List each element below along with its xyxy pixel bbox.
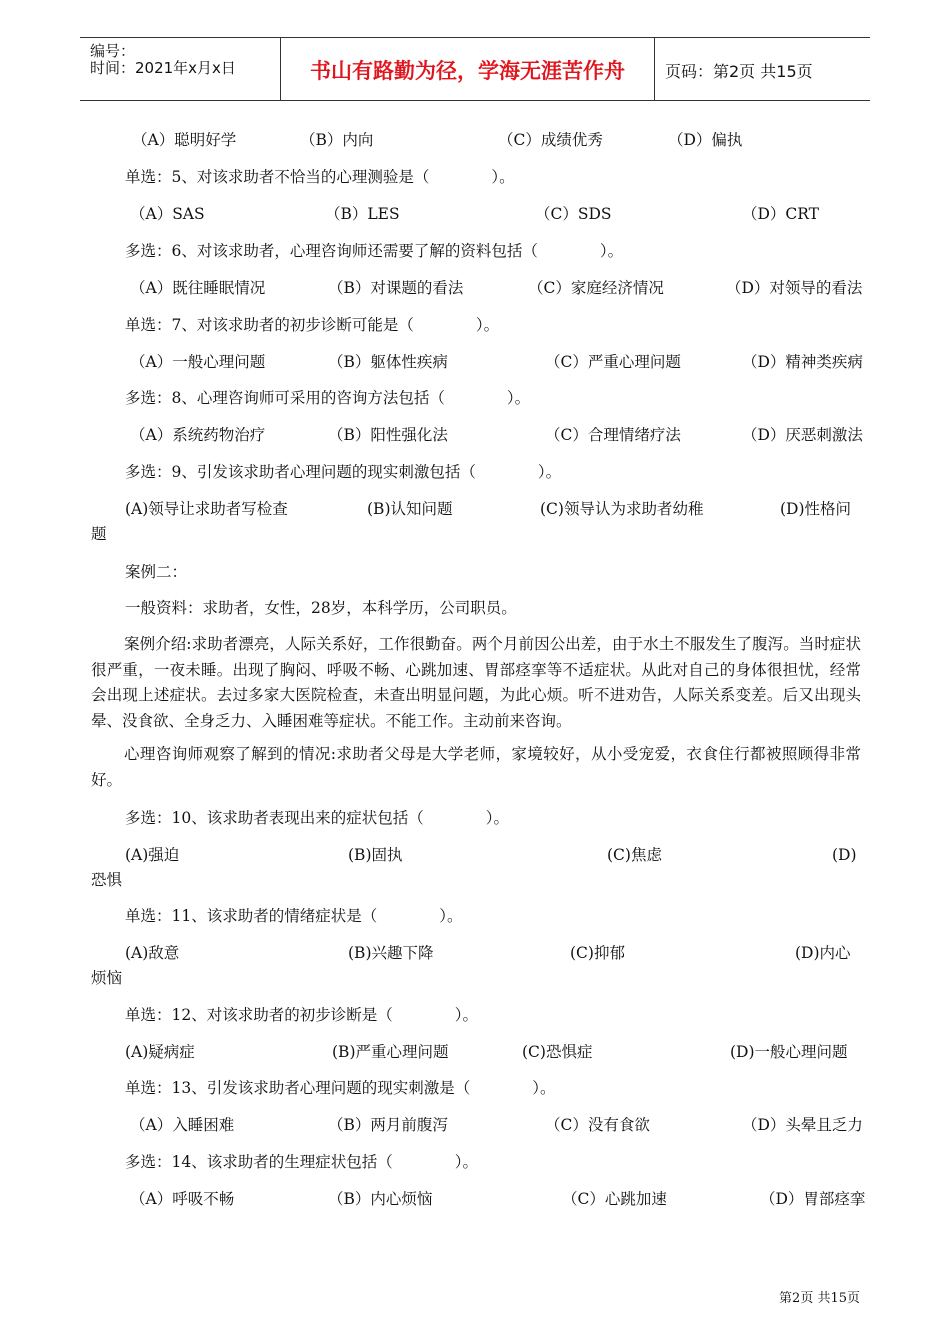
question-text: 单选：12、对该求助者的初步诊断是（ ）。 (125, 1006, 478, 1024)
answer-option: （D）头晕且乏力 (742, 1116, 863, 1134)
answer-option: （C）心跳加速 (562, 1190, 667, 1208)
answer-option: （B）两月前腹泻 (328, 1116, 448, 1134)
answer-option: (A)领导让求助者写检查 (125, 500, 288, 518)
answer-option: (D)一般心理问题 (730, 1043, 848, 1061)
question-text: 单选：5、对该求助者不恰当的心理测验是（ ）。 (125, 168, 515, 186)
answer-option: （A）一般心理问题 (130, 353, 266, 371)
answer-option: （B）躯体性疾病 (328, 353, 448, 371)
answer-option: （D）厌恶刺激法 (742, 426, 863, 444)
answer-option: （C）成绩优秀 (498, 131, 603, 149)
answer-option: （B）内心烦恼 (328, 1190, 433, 1208)
page-header (80, 37, 870, 101)
answer-option: (A)敌意 (125, 944, 180, 962)
answer-option: (D)性格问 (780, 500, 852, 518)
answer-option: （B）内向 (300, 131, 374, 149)
header-motto-cell (281, 38, 655, 100)
answer-option: (B)兴趣下降 (348, 944, 434, 962)
answer-option: （C）合理情绪疗法 (545, 426, 681, 444)
question-text: 单选：7、对该求助者的初步诊断可能是（ ）。 (125, 316, 500, 334)
document-number-label: 编号： (90, 42, 136, 60)
answer-option: （D）胃部痉挛 (760, 1190, 866, 1208)
answer-option: （C）没有食欲 (545, 1116, 650, 1134)
answer-option: （A）呼吸不畅 (130, 1190, 235, 1208)
header-page-number: 页码：第2页 共15页 (665, 62, 813, 81)
answer-option: （D）对领导的看法 (726, 279, 863, 297)
page-footer: 第2页 共15页 (779, 1291, 860, 1306)
answer-option: （B）对课题的看法 (328, 279, 464, 297)
wrapped-option-text: 烦恼 (91, 969, 123, 987)
answer-option: (D)内心 (795, 944, 851, 962)
answer-option: (D) (832, 846, 857, 864)
question-text: 案例二： (125, 563, 188, 581)
header-motto: 书山有路勤为径，学海无涯苦作舟 (310, 59, 625, 83)
case-paragraph: 心理咨询师观察了解到的情况:求助者父母是大学老师，家境较好，从小受宠爱，衣食住行都被照顾得非常好。 (91, 745, 861, 789)
answer-option: （A）系统药物治疗 (130, 426, 266, 444)
document-date-label: 时间：2021年x月x日 (90, 59, 236, 77)
wrapped-option-text: 恐惧 (91, 871, 123, 889)
answer-option: (B)固执 (348, 846, 403, 864)
answer-option: (B)严重心理问题 (332, 1043, 449, 1061)
wrapped-option-text: 题 (91, 525, 107, 543)
answer-option: （C）严重心理问题 (545, 353, 681, 371)
answer-option: (A)强迫 (125, 846, 180, 864)
question-text: 多选：6、对该求助者，心理咨询师还需要了解的资料包括（ ）。 (125, 242, 624, 260)
answer-option: （A）聪明好学 (132, 131, 237, 149)
question-text: 一般资料：求助者，女性，28岁，本科学历，公司职员。 (125, 599, 517, 617)
answer-option: （A）既往睡眠情况 (130, 279, 266, 297)
answer-option: (C)焦虑 (607, 846, 662, 864)
answer-option: (C)恐惧症 (522, 1043, 593, 1061)
question-text: 单选：13、引发该求助者心理问题的现实刺激是（ ）。 (125, 1079, 556, 1097)
answer-option: (B)认知问题 (367, 500, 453, 518)
header-page-cell (655, 38, 870, 100)
question-text: 多选：9、引发该求助者心理问题的现实刺激包括（ ）。 (125, 463, 562, 481)
question-text: 多选：14、该求助者的生理症状包括（ ）。 (125, 1153, 478, 1171)
answer-option: （B）LES (325, 205, 400, 223)
case-paragraph: 案例介绍:求助者漂亮，人际关系好，工作很勤奋。两个月前因公出差，由于水土不服发生了腹泻。当时症状很严重，一夜未睡。出现了胸闷、呼吸不畅、心跳加速、胃部痉挛等不适症状。从此对自己的身体很担忧，经常会出现上述症状。去过多家大医院检查，未查出明显问题，为此心烦。听不进劝告，人际关系变差。后又出现头晕、没食欲、全身乏力、入睡困难等症状。不能工作。主动前来咨询。 (91, 635, 861, 731)
answer-option: (A)疑病症 (125, 1043, 195, 1061)
answer-option: （A）SAS (130, 205, 205, 223)
answer-option: (C)领导认为求助者幼稚 (540, 500, 704, 518)
answer-option: （D）精神类疾病 (742, 353, 863, 371)
answer-option: （C）SDS (535, 205, 612, 223)
answer-option: （B）阳性强化法 (328, 426, 448, 444)
question-text: 单选：11、该求助者的情绪症状是（ ）。 (125, 907, 463, 925)
answer-option: （A）入睡困难 (130, 1116, 235, 1134)
answer-option: （D）CRT (742, 205, 820, 223)
answer-option: (C)抑郁 (570, 944, 625, 962)
header-meta-cell (80, 38, 281, 100)
answer-option: （D）偏执 (668, 131, 743, 149)
question-text: 多选：10、该求助者表现出来的症状包括（ ）。 (125, 809, 509, 827)
question-text: 多选：8、心理咨询师可采用的咨询方法包括（ ）。 (125, 389, 531, 407)
answer-option: （C）家庭经济情况 (528, 279, 664, 297)
